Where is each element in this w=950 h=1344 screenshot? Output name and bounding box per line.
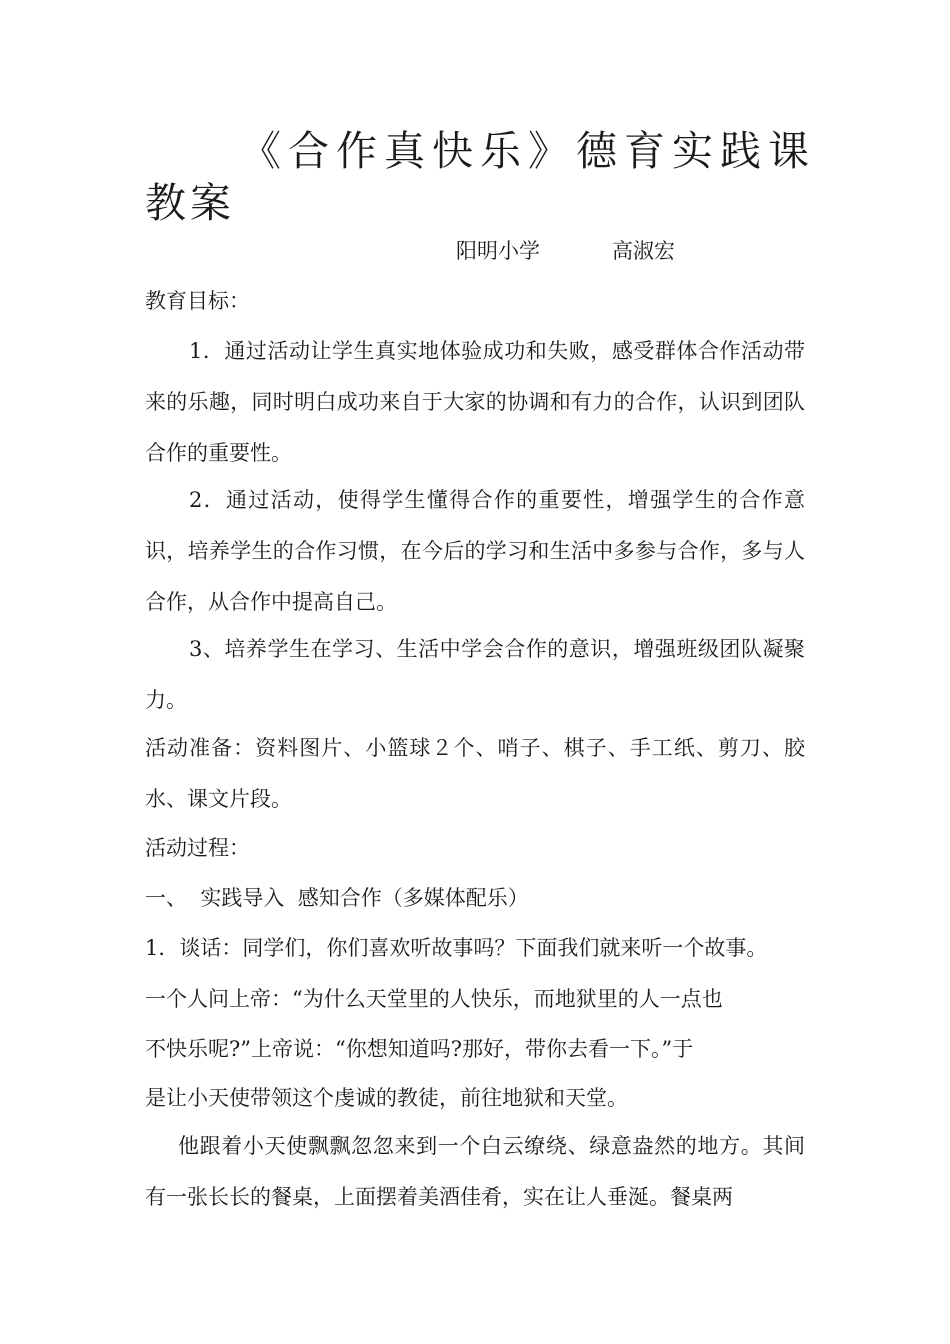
part-1-heading: 一、 实践导入 感知合作（多媒体配乐） [145,886,529,910]
document-title: 《合作真快乐》德育实践课教案 [145,127,813,227]
goal-item-2: 2．通过活动，使得学生懂得合作的重要性，增强学生的合作意识，培养学生的合作习惯，在今后的学习和生活中多参与合作，多与人合作，从合作中提高自己。 [145,488,805,614]
author-name: 高淑宏 [612,239,675,263]
story-line-2: 不快乐呢?”上帝说：“你想知道吗?那好，带你去看一下。”于 [145,1037,694,1061]
goals-heading: 教育目标： [145,289,250,313]
school-name: 阳明小学 [456,239,540,263]
story-line-3: 是让小天使带领这个虔诚的教徒，前往地狱和天堂。 [145,1086,628,1110]
story-paragraph: 他跟着小天使飘飘忽忽来到一个白云缭绕、绿意盎然的地方。其间有一张长长的餐桌，上面摆着美酒佳肴，实在让人垂涎。餐桌两 [145,1134,805,1209]
process-heading: 活动过程： [145,836,250,860]
talk-line: 1．谈话：同学们，你们喜欢听故事吗？下面我们就来听一个故事。 [145,936,768,960]
goal-item-1: 1．通过活动让学生真实地体验成功和失败，感受群体合作活动带来的乐趣，同时明白成功来自于大家的协调和有力的合作，认识到团队合作的重要性。 [145,339,805,465]
goal-item-3: 3、培养学生在学习、生活中学会合作的意识，增强班级团队凝聚力。 [145,637,805,712]
story-line-1: 一个人问上帝：“为什么天堂里的人快乐，而地狱里的人一点也 [145,987,723,1011]
activity-preparation: 活动准备：资料图片、小篮球２个、哨子、棋子、手工纸、剪刀、胶水、课文片段。 [145,736,805,811]
